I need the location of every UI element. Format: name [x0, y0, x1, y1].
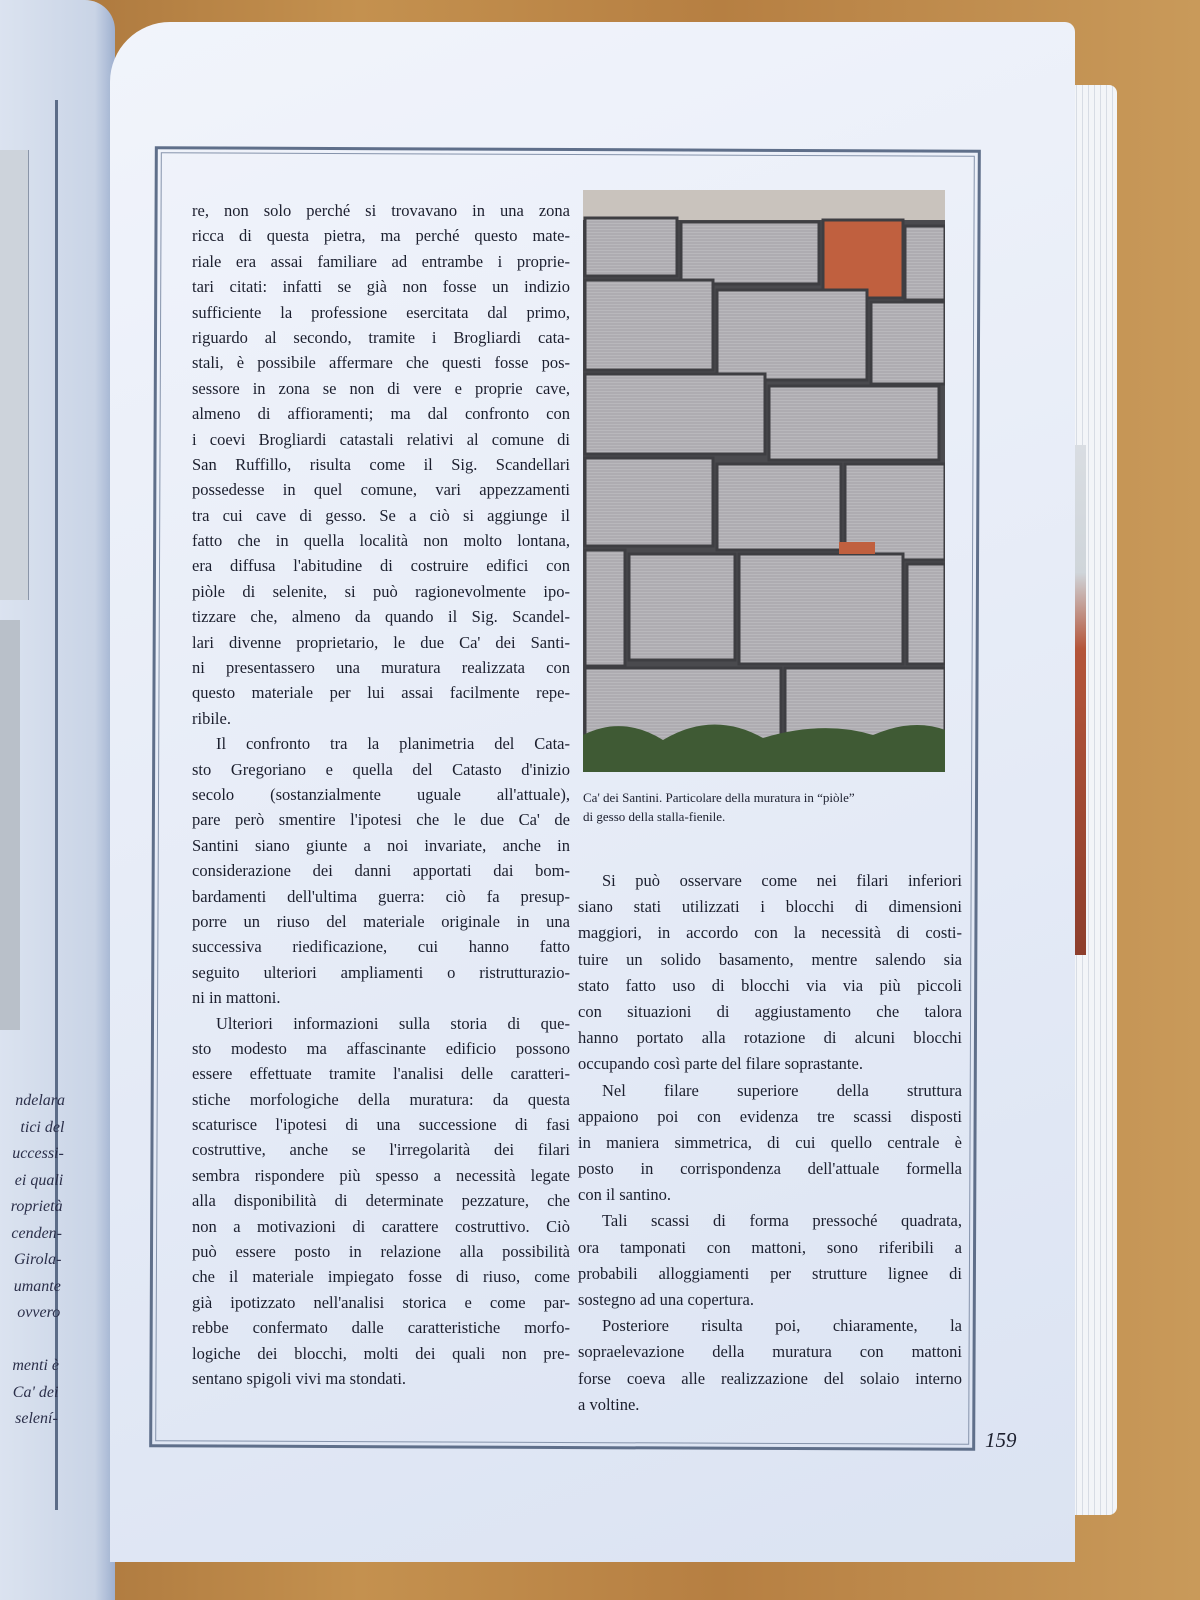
- text-line: a voltine.: [578, 1394, 640, 1414]
- text-line: considerazione dei danni apportati dai bom-: [192, 861, 570, 881]
- gypsum-block-wall-image: [583, 190, 945, 772]
- text-line: tari citati: infatti se già non fosse un indizio: [192, 277, 570, 297]
- text-line: riguardo al secondo, tramite i Brogliardi cata-: [192, 327, 570, 347]
- text-line: probabili alloggiamenti per strutture lignee di: [578, 1263, 962, 1283]
- text-line: era diffusa l'abitudine di costruire edifici con: [192, 556, 570, 576]
- left-page-text-fragment: Ca' dei: [12, 1383, 59, 1401]
- text-line: fatto che in quella località non molto lontana,: [192, 531, 570, 551]
- text-line: ni in mattoni.: [192, 988, 281, 1008]
- text-line: Posteriore risulta poi, chiaramente, la: [602, 1316, 962, 1336]
- text-line: che il materiale impiegato fosse di riuso, come: [192, 1267, 570, 1287]
- text-line: essere effettuate tramite l'analisi delle caratteri-: [192, 1064, 570, 1084]
- text-line: siano stati utilizzati i blocchi di dimensioni: [578, 897, 962, 917]
- left-page-text-fragment: ovvero: [17, 1304, 61, 1321]
- text-line: stali, è possibile affermare che questi fosse pos-: [192, 353, 570, 373]
- left-text-column: [192, 198, 570, 1391]
- text-line: alla disponibilità di determinate pezzature, che: [192, 1191, 570, 1211]
- text-line: tizzare che, almeno da quando il Sig. Scandel-: [192, 607, 570, 627]
- caption-line: di gesso della stalla-fienile.: [583, 809, 726, 824]
- text-line: forse coeva alle realizzazione del solaio interno: [578, 1368, 962, 1388]
- text-line: sopraelevazione della muratura con mattoni: [578, 1342, 962, 1362]
- text-line: sentano spigoli vivi ma stondati.: [192, 1368, 407, 1388]
- right-text-column: [578, 868, 962, 1418]
- text-line: rebbe confermato dalle caratteristiche morfo-: [192, 1318, 570, 1338]
- text-line: Il confronto tra la planimetria del Cata-: [216, 734, 570, 754]
- text-line: con situazioni di aggiustamento che talora: [578, 1001, 962, 1021]
- text-line: almeno di affioramenti; ma dal confronto con: [192, 404, 570, 424]
- caption-line: Ca' dei Santini. Particolare della muratura in “piòle”: [583, 790, 855, 805]
- text-line: tra cui cave di gesso. Se a ciò si aggiunge il: [192, 505, 570, 525]
- text-line: stato fatto uso di blocchi via via più piccoli: [578, 975, 962, 995]
- left-page-text-fragment: selení-: [15, 1410, 58, 1427]
- text-line: Ulteriori informazioni sulla storia di que-: [216, 1013, 570, 1033]
- text-line: stiche morfologiche della muratura: da questa: [192, 1089, 570, 1109]
- text-line: posto in corrispondenza dell'attuale formella: [578, 1159, 962, 1179]
- text-line: può essere posto in relazione alla possibilità: [192, 1242, 570, 1262]
- left-page-text-fragment: menti è: [12, 1357, 59, 1374]
- text-line: hanno portato alla rotazione di alcuni blocchi: [578, 1028, 962, 1048]
- text-line: i coevi Brogliardi catastali relativi al comune di: [192, 429, 570, 449]
- text-line: Santini siano giunte a noi invariate, anche in: [192, 835, 570, 855]
- text-line: con il santino.: [578, 1185, 672, 1205]
- text-line: occupando così parte del filare soprastante.: [578, 1054, 863, 1074]
- text-line: sembra rispondere più spesso a necessità legate: [192, 1165, 570, 1185]
- text-line: sufficiente la professione esercitata dal primo,: [192, 302, 570, 322]
- left-page-manuscript-image-2: [0, 620, 20, 1030]
- text-line: logiche dei blocchi, molti dei quali non pre-: [192, 1343, 570, 1363]
- text-line: possedesse in quel comune, vari appezzamenti: [192, 480, 570, 500]
- text-line: riale era assai familiare ad entrambe i proprie-: [192, 251, 570, 271]
- left-page-text-fragment: ndelara: [15, 1092, 65, 1109]
- text-line: lari divenne proprietario, le due Ca' dei Santi-: [192, 632, 570, 652]
- text-line: seguito ulteriori ampliamenti o ristrutturazio-: [192, 962, 570, 982]
- text-line: piòle di selenite, si può ragionevolmente ipo-: [192, 581, 570, 601]
- text-line: sessore in zona se non di vere e proprie cave,: [192, 378, 570, 398]
- text-line: non a motivazioni di carattere costruttivo. Ciò: [192, 1216, 570, 1236]
- text-line: tuire un solido basamento, mentre salendo sia: [578, 949, 962, 969]
- text-line: ni presentassero una muratura realizzata con: [192, 658, 570, 678]
- text-line: sto Gregoriano e quella del Catasto d'inizio: [192, 759, 570, 779]
- text-line: Nel filare superiore della struttura: [602, 1080, 962, 1100]
- left-page-text-fragment: cenden-: [11, 1224, 62, 1242]
- left-page-text-fragment: umante: [13, 1277, 61, 1295]
- text-line: San Ruffillo, risulta come il Sig. Scandellari: [192, 454, 570, 474]
- text-line: ora tamponati con mattoni, sono riferibili a: [578, 1237, 962, 1257]
- text-line: pare però smentire l'ipotesi che le due Ca' de: [192, 810, 570, 830]
- text-line: questo materiale per lui assai facilmente repe-: [192, 683, 570, 703]
- left-page-text-fragment: tici del: [20, 1118, 65, 1136]
- text-line: in maniera simmetrica, di cui quello centrale è: [578, 1132, 962, 1152]
- text-line: ribile.: [192, 708, 231, 728]
- text-line: costruttive, anche se l'irregolarità dei filari: [192, 1140, 570, 1160]
- left-page: [0, 0, 115, 1600]
- text-line: re, non solo perché si trovavano in una zona: [192, 201, 570, 220]
- left-page-manuscript-image: [0, 150, 29, 600]
- text-line: sto modesto ma affascinante edificio possono: [192, 1038, 570, 1058]
- page-number: 159: [985, 1428, 1017, 1452]
- text-line: bardamenti dell'ultima guerra: ciò fa presup-: [192, 886, 570, 906]
- left-page-text-fragment: uccessi-: [12, 1145, 64, 1162]
- left-page-text-fragment: ei quali: [14, 1171, 64, 1189]
- text-line: appaiono poi con evidenza tre scassi disposti: [578, 1106, 962, 1126]
- left-page-text-fragment: roprietà: [10, 1198, 63, 1215]
- wall-masonry-photo: [583, 190, 945, 772]
- text-line: ricca di questa pietra, ma perché questo mate-: [192, 226, 570, 246]
- text-line: Si può osservare come nei filari inferiori: [602, 871, 962, 890]
- text-line: Tali scassi di forma pressoché quadrata,: [602, 1211, 962, 1231]
- text-line: successiva riedificazione, cui hanno fatto: [192, 937, 570, 957]
- text-line: scaturisce l'ipotesi di una successione di fasi: [192, 1115, 570, 1135]
- text-line: già ipotizzato nell'analisi storica e come par-: [192, 1292, 570, 1312]
- text-line: secolo (sostanzialmente uguale all'attuale),: [192, 784, 570, 804]
- text-line: porre un riuso del materiale originale in una: [192, 911, 570, 931]
- left-page-text-fragment: Girola-: [14, 1251, 62, 1268]
- text-line: maggiori, in accordo con la necessità di costi-: [578, 923, 962, 943]
- photo-caption: [583, 788, 963, 826]
- text-line: sostegno ad una copertura.: [578, 1290, 754, 1309]
